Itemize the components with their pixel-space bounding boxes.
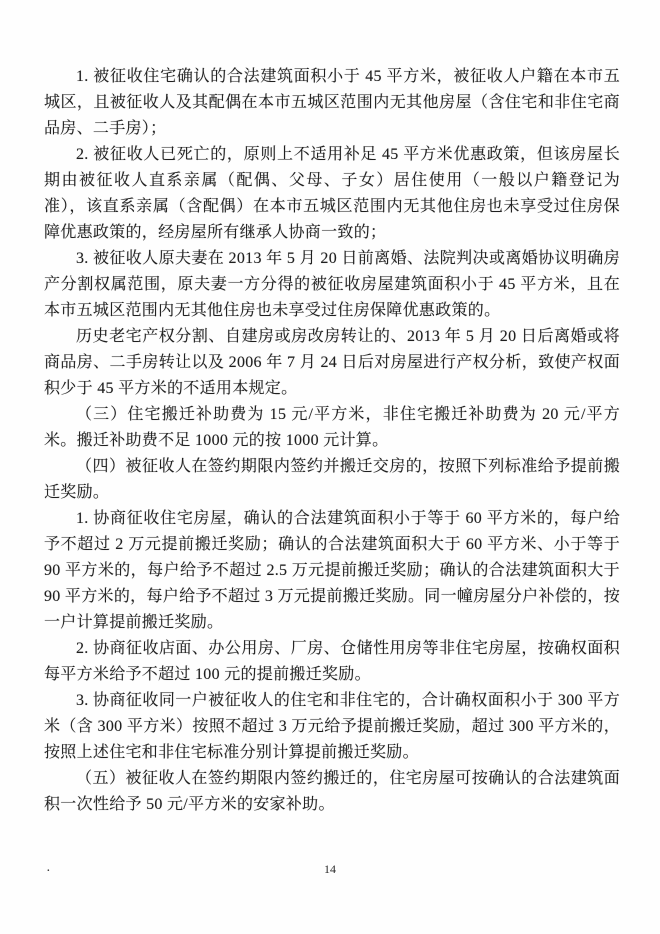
paragraph-8: 2. 协商征收店面、办公用房、厂房、仓储性用房等非住宅房屋，按确权面积每平方米给予不超过 100 元的提前搬迁奖励。	[44, 640, 620, 683]
page-number: 14	[324, 862, 336, 876]
paragraph-4: 历史老宅产权分割、自建房或房改房转让的、2013 年 5 月 20 日后离婚或将商品房、二手房转让以及 2006 年 7 月 24 日后对房屋进行产权分析，致使产权面积少于 45 平方米的不适用本规定。	[44, 328, 620, 397]
margin-dot-mark: ·	[46, 864, 51, 879]
paragraph-2: 2. 被征收人已死亡的，原则上不适用补足 45 平方米优惠政策，但该房屋长期由被征收人直系亲属（配偶、父母、子女）居住使用（一般以户籍登记为准），该直系亲属（含配偶）在本市五城区范围内无其他住房也未享受过住房保障优惠政策的，经房屋所有继承人协商一致的；	[44, 146, 620, 241]
paragraph-5: （三）住宅搬迁补助费为 15 元/平方米，非住宅搬迁补助费为 20 元/平方米。搬迁补助费不足 1000 元的按 1000 元计算。	[44, 406, 620, 449]
page-footer	[0, 862, 660, 884]
document-body	[44, 64, 620, 818]
paragraph-1: 1. 被征收住宅确认的合法建筑面积小于 45 平方米，被征收人户籍在本市五城区，且被征收人及其配偶在本市五城区范围内无其他房屋（含住宅和非住宅商品房、二手房）；	[44, 68, 620, 137]
paragraph-6: （四）被征收人在签约期限内签约并搬迁交房的，按照下列标准给予提前搬迁奖励。	[44, 458, 620, 501]
paragraph-7: 1. 协商征收住宅房屋，确认的合法建筑面积小于等于 60 平方米的，每户给予不超过 2 万元提前搬迁奖励；确认的合法建筑面积大于 60 平方米、小于等于 90 平方米的，每户给予不超过 2.5 万元提前搬迁奖励；确认的合法建筑面积大于 90 平方米的，每户给予不超过 3 万元提前搬迁奖励。同一幢房屋分户补偿的，按一户计算提前搬迁奖励。	[44, 510, 620, 631]
paragraph-9: 3. 协商征收同一户被征收人的住宅和非住宅的，合计确权面积小于 300 平方米（含 300 平方米）按照不超过 3 万元给予提前搬迁奖励，超过 300 平方米的，按照上述住宅和非住宅标准分别计算提前搬迁奖励。	[44, 692, 620, 761]
paragraph-3: 3. 被征收人原夫妻在 2013 年 5 月 20 日前离婚、法院判决或离婚协议明确房产分割权属范围，原夫妻一方分得的被征收房屋建筑面积小于 45 平方米，且在本市五城区范围内无其他住房也未享受过住房保障优惠政策的。	[44, 250, 620, 319]
paragraph-10: （五）被征收人在签约期限内签约搬迁的，住宅房屋可按确认的合法建筑面积一次性给予 50 元/平方米的安家补助。	[44, 770, 620, 813]
